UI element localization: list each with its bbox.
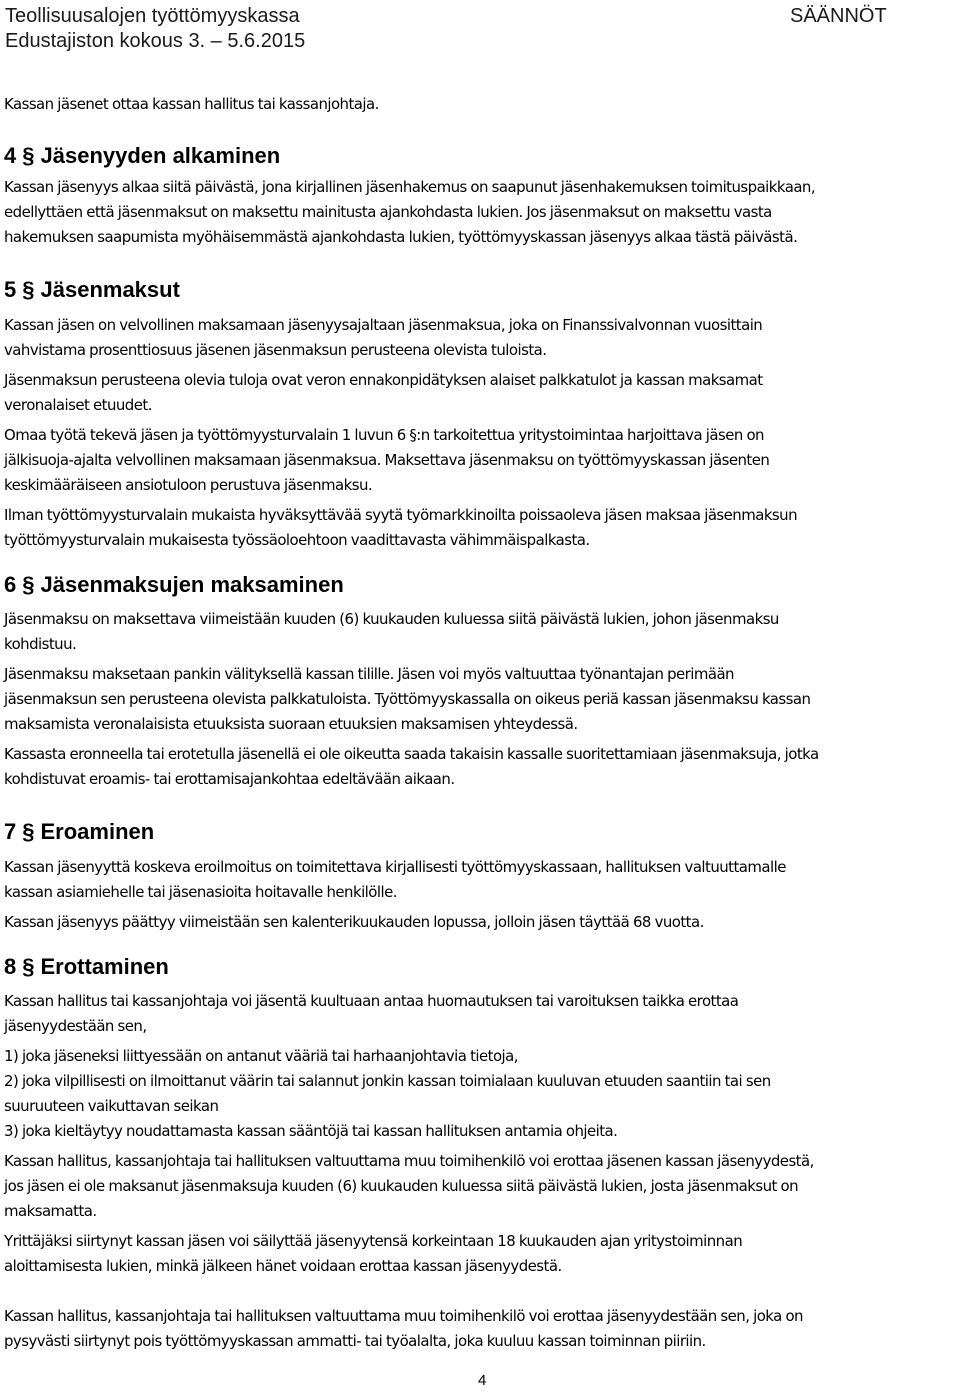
section-7-title: Eroaminen bbox=[40, 819, 155, 844]
section-5-title: Jäsenmaksut bbox=[40, 277, 180, 302]
header-meeting: Edustajiston kokous 3. – 5.6.2015 bbox=[5, 30, 306, 52]
text-line: Kassan hallitus tai kassanjohtaja voi jäsentä kuultuaan antaa huomautuksen tai varoituksen taikka erottaa bbox=[4, 992, 739, 1010]
text-line: Kassan hallitus, kassanjohtaja tai hallituksen valtuuttama muu toimihenkilö voi erottaa jäsenen kassan jäsenyydestä, bbox=[4, 1152, 814, 1170]
section-sign: § bbox=[22, 819, 35, 844]
section-5-paragraph-1 bbox=[4, 313, 960, 363]
section-7-number: 7 bbox=[4, 819, 17, 844]
text-line: jäsenmaksun sen perusteena olevista palkkatuloista. Työttömyyskassalla on oikeus periä kassan jäsenmaksu kassan bbox=[4, 690, 811, 708]
section-6-heading bbox=[4, 572, 344, 598]
section-6-paragraph-3 bbox=[4, 742, 960, 792]
text-line: Jäsenmaksu on maksettava viimeistään kuuden (6) kuukauden kuluessa siitä päivästä lukien, johon jäsenmaksu bbox=[4, 610, 779, 628]
text-line: aloittamisesta lukien, minkä jälkeen hänet voidaan erottaa kassan jäsenyydestä. bbox=[4, 1257, 562, 1275]
text-line: maksamatta. bbox=[4, 1202, 97, 1220]
header-document-type: SÄÄNNÖT bbox=[790, 5, 887, 27]
page-number: 4 bbox=[478, 1372, 487, 1389]
section-6-number: 6 bbox=[4, 572, 17, 597]
text-line: suuruuteen vaikuttavan seikan bbox=[4, 1097, 219, 1115]
section-7-heading bbox=[4, 819, 154, 845]
header-organization: Teollisuusalojen työttömyyskassa bbox=[5, 5, 300, 27]
section-8-title: Erottaminen bbox=[40, 954, 169, 979]
section-sign: § bbox=[22, 277, 35, 302]
section-sign: § bbox=[22, 143, 35, 168]
section-6-title: Jäsenmaksujen maksaminen bbox=[40, 572, 344, 597]
text-line: Kassan jäsenyys päättyy viimeistään sen kalenterikuukauden lopussa, jolloin jäsen täyttää 68 vuotta. bbox=[4, 913, 704, 931]
text-line: kohdistuvat eroamis- tai erottamisajankohtaa edeltävään aikaan. bbox=[4, 770, 455, 788]
text-line: Kassasta eronneella tai erotetulla jäsenellä ei ole oikeutta saada takaisin kassalle suoritettamiaan jäsenmaksuja, jotka bbox=[4, 745, 819, 763]
section-5-paragraph-3 bbox=[4, 423, 960, 498]
text-line: kassan asiamiehelle tai jäsenasioita hoitavalle henkilölle. bbox=[4, 883, 397, 901]
section-8-paragraph-2 bbox=[4, 1149, 960, 1224]
text-line: Kassan jäsenyyttä koskeva eroilmoitus on toimitettava kirjallisesti työttömyyskassaan, hallituksen valtuuttamalle bbox=[4, 858, 786, 876]
text-line: Omaa työtä tekevä jäsen ja työttömyysturvalain 1 luvun 6 §:n tarkoitettua yritystoimintaa harjoittava jäsen on bbox=[4, 426, 764, 444]
section-8-list bbox=[4, 1044, 960, 1144]
text-line: Ilman työttömyysturvalain mukaista hyväksyttävää syytä työmarkkinoilta poissaoleva jäsen maksaa jäsenmaksun bbox=[4, 506, 798, 524]
section-8-heading bbox=[4, 954, 169, 980]
text-line: jäsenyydestään sen, bbox=[4, 1017, 147, 1035]
section-4-heading bbox=[4, 143, 280, 169]
section-8-paragraph-3 bbox=[4, 1229, 960, 1279]
intro-paragraph bbox=[4, 92, 960, 117]
text-line: Yrittäjäksi siirtynyt kassan jäsen voi säilyttää jäsenyytensä korkeintaan 18 kuukauden ajan yritystoiminnan bbox=[4, 1232, 743, 1250]
text-line: pysyvästi siirtynyt pois työttömyyskassan ammatti- tai työalalta, joka kuuluu kassan toiminnan piiriin. bbox=[4, 1332, 706, 1350]
text-line: jos jäsen ei ole maksanut jäsenmaksuja kuuden (6) kuukauden kuluessa siitä päivästä lukien, josta jäsenmaksut on bbox=[4, 1177, 799, 1195]
section-4-number: 4 bbox=[4, 143, 17, 168]
text-line: Kassan jäsenet ottaa kassan hallitus tai kassanjohtaja. bbox=[4, 95, 379, 113]
section-7-paragraph-1 bbox=[4, 855, 960, 905]
text-line: Jäsenmaksun perusteena olevia tuloja ovat veron ennakonpidätyksen alaiset palkkatulot ja kassan maksamat bbox=[4, 371, 763, 389]
section-7-paragraph-2 bbox=[4, 910, 960, 935]
text-line: vahvistama prosenttiosuus jäsenen jäsenmaksun perusteena olevista tuloista. bbox=[4, 341, 547, 359]
section-5-number: 5 bbox=[4, 277, 17, 302]
text-line: maksamista veronalaisista etuuksista suoraan etuuksien maksamisen yhteydessä. bbox=[4, 715, 578, 733]
text-line: kohdistuu. bbox=[4, 635, 77, 653]
text-line: 1) joka jäseneksi liittyessään on antanut vääriä tai harhaanjohtavia tietoja, bbox=[4, 1047, 518, 1065]
text-line: 2) joka vilpillisesti on ilmoittanut väärin tai salannut jonkin kassan toimialaan kuuluvan etuuden saantiin tai sen bbox=[4, 1072, 771, 1090]
text-line: 3) joka kieltäytyy noudattamasta kassan sääntöjä tai kassan hallituksen antamia ohjeita. bbox=[4, 1122, 618, 1140]
text-line: jälkisuoja-ajalta velvollinen maksamaan jäsenmaksua. Maksettava jäsenmaksu on työttömyyskassan jäsenten bbox=[4, 451, 770, 469]
text-line: Kassan jäsenyys alkaa siitä päivästä, jona kirjallinen jäsenhakemus on saapunut jäsenhakemuksen toimituspaikkaan, bbox=[4, 178, 816, 196]
text-line: keskimääräiseen ansiotuloon perustuva jäsenmaksu. bbox=[4, 476, 373, 494]
section-5-paragraph-2 bbox=[4, 368, 960, 418]
text-line: Jäsenmaksu maksetaan pankin välityksellä kassan tilille. Jäsen voi myös valtuuttaa työnantajan perimään bbox=[4, 665, 734, 683]
text-line: hakemuksen saapumista myöhäisemmästä ajankohdasta lukien, työttömyyskassan jäsenyys alkaa tästä päivästä. bbox=[4, 228, 798, 246]
section-6-paragraph-1 bbox=[4, 607, 960, 657]
section-6-paragraph-2 bbox=[4, 662, 960, 737]
section-sign: § bbox=[22, 954, 35, 979]
section-4-title: Jäsenyyden alkaminen bbox=[40, 143, 281, 168]
text-line: työttömyysturvalain mukaisesta työssäoloehtoon vaadittavasta vähimmäispalkasta. bbox=[4, 531, 590, 549]
section-8-paragraph-4 bbox=[4, 1304, 960, 1354]
section-5-heading bbox=[4, 277, 180, 303]
text-line: Kassan jäsen on velvollinen maksamaan jäsenyysajaltaan jäsenmaksua, joka on Finanssivalvonnan vuosittain bbox=[4, 316, 763, 334]
text-line: edellyttäen että jäsenmaksut on maksettu mainitusta ajankohdasta lukien. Jos jäsenmaksut on maksettu vasta bbox=[4, 203, 772, 221]
section-4-paragraph-1 bbox=[4, 175, 960, 250]
section-8-number: 8 bbox=[4, 954, 17, 979]
section-5-paragraph-4 bbox=[4, 503, 960, 553]
section-sign: § bbox=[22, 572, 35, 597]
text-line: veronalaiset etuudet. bbox=[4, 396, 152, 414]
section-8-paragraph-1 bbox=[4, 989, 960, 1039]
text-line: Kassan hallitus, kassanjohtaja tai hallituksen valtuuttama muu toimihenkilö voi erottaa jäsenyydestään sen, joka on bbox=[4, 1307, 803, 1325]
